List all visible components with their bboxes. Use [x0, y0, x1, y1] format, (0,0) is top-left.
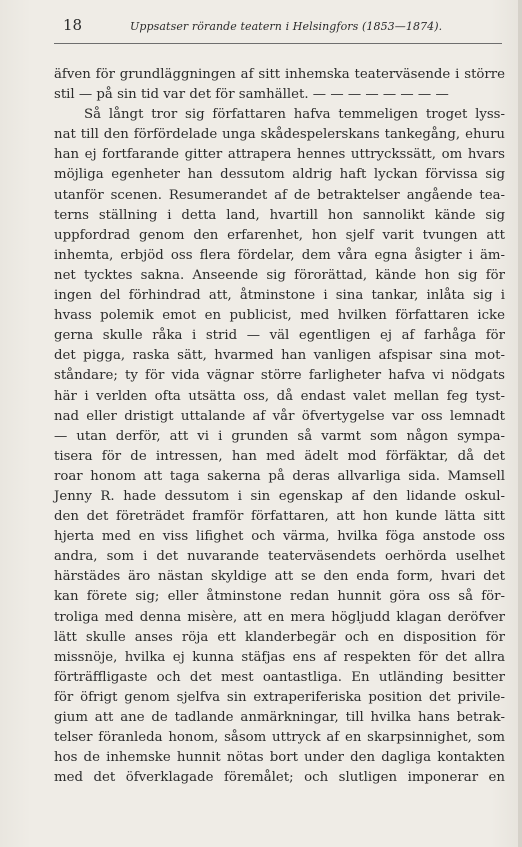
- text-line: det pigga, raska sätt, hvarmed han vanligen afspisar sina mot-: [54, 348, 505, 364]
- header-rule: [54, 43, 502, 44]
- text-line: troliga med denna misère, att en mera högljudd klagan deröfver: [54, 609, 505, 625]
- text-line: inhemta, erbjöd oss flera fördelar, dem våra egna åsigter i äm-: [54, 247, 505, 263]
- running-head: Uppsatser rörande teatern i Helsingfors (1853—1874).: [130, 20, 443, 33]
- text-line: äfven för grundläggningen af sitt inhemska teaterväsende i större: [54, 67, 505, 82]
- text-line: ingen del förhindrad att, åtminstone i sina tankar, inlåta sig i: [54, 288, 505, 304]
- text-line: nat till den förfördelade unga skådespelerskans tankegång, ehuru: [54, 127, 505, 143]
- text-line: hjerta med en viss lifighet och värma, hvilka föga anstode oss: [54, 529, 505, 545]
- text-line: — utan derför, att vi i grunden så varmt som någon sympa-: [54, 428, 505, 444]
- page-edge-shadow: [518, 0, 522, 847]
- text-line: missnöje, hvilka ej kunna stäfjas ens af respekten för det allra: [54, 649, 505, 665]
- text-line: gerna skulle råka i strid — väl egentligen ej af farhåga för: [54, 328, 505, 344]
- text-line: kan förete sig; eller åtminstone redan hunnit göra oss så för-: [54, 589, 505, 605]
- text-line: hos de inhemske hunnit nötas bort under den dagliga kontakten: [54, 750, 505, 766]
- text-line: ståndare; ty för vida vägnar större farligheter hafva vi nödgats: [54, 368, 505, 384]
- text-line: roar honom att taga sakerna på deras allvarliga sida. Mamsell: [54, 468, 505, 484]
- text-line: härstädes äro nästan skyldige att se den enda form, hvari det: [54, 569, 505, 585]
- text-line: den det företrädet framför författaren, att hon kunde lätta sitt: [54, 509, 505, 525]
- text-line: möjliga egenheter han dessutom aldrig haft lyckan förvissa sig: [54, 167, 505, 183]
- text-line: här i verlden ofta utsätta oss, då endast valet mellan feg tyst-: [54, 388, 505, 404]
- text-line: stil — på sin tid var det för samhället. — — — — — — — —: [54, 87, 449, 103]
- text-line: förträffligaste och det mest oantastliga. En utländing besitter: [54, 669, 505, 685]
- text-line: hvass polemik emot en publicist, med hvilken författaren icke: [54, 308, 505, 324]
- text-line: utanför scenen. Resumerandet af de betraktelser angående tea-: [54, 187, 505, 203]
- text-line: net tycktes sakna. Anseende sig förorättad, kände hon sig för: [54, 267, 505, 283]
- text-line: med det öfverklagade föremålet; och slutligen imponerar en: [54, 770, 505, 786]
- text-line: telser föranleda honom, såsom uttryck af en skarpsinnighet, som: [54, 730, 505, 746]
- text-line: nad eller dristigt uttalande af vår öfvertygelse var oss lemnadt: [54, 408, 505, 424]
- text-line: uppfordrad genom den erfarenhet, hon sjelf varit tvungen att: [54, 227, 505, 243]
- text-line: tisera för de intressen, han med ädelt mod förfäktar, då det: [54, 448, 505, 464]
- text-line: terns ställning i detta land, hvartill hon sannolikt kände sig: [54, 207, 505, 223]
- text-line: gium att ane de tadlande anmärkningar, till hvilka hans betrak-: [54, 710, 505, 725]
- body-text: [54, 65, 505, 788]
- text-line: han ej fortfarande gitter attrapera hennes uttryckssätt, om hvars: [54, 147, 505, 163]
- text-line: andra, som i det nuvarande teaterväsendets oerhörda uselhet: [54, 549, 505, 565]
- text-line: Jenny R. hade dessutom i sin egenskap af den lidande oskul-: [54, 488, 505, 504]
- text-line: lätt skulle anses röja ett klanderbegär och en disposition för: [54, 629, 505, 645]
- page-number: 18: [63, 16, 83, 34]
- text-line: Så långt tror sig författaren hafva temmeligen troget lyss-: [84, 107, 505, 123]
- text-line: för öfrigt genom sjelfva sin extraperiferiska position det privile-: [54, 689, 505, 705]
